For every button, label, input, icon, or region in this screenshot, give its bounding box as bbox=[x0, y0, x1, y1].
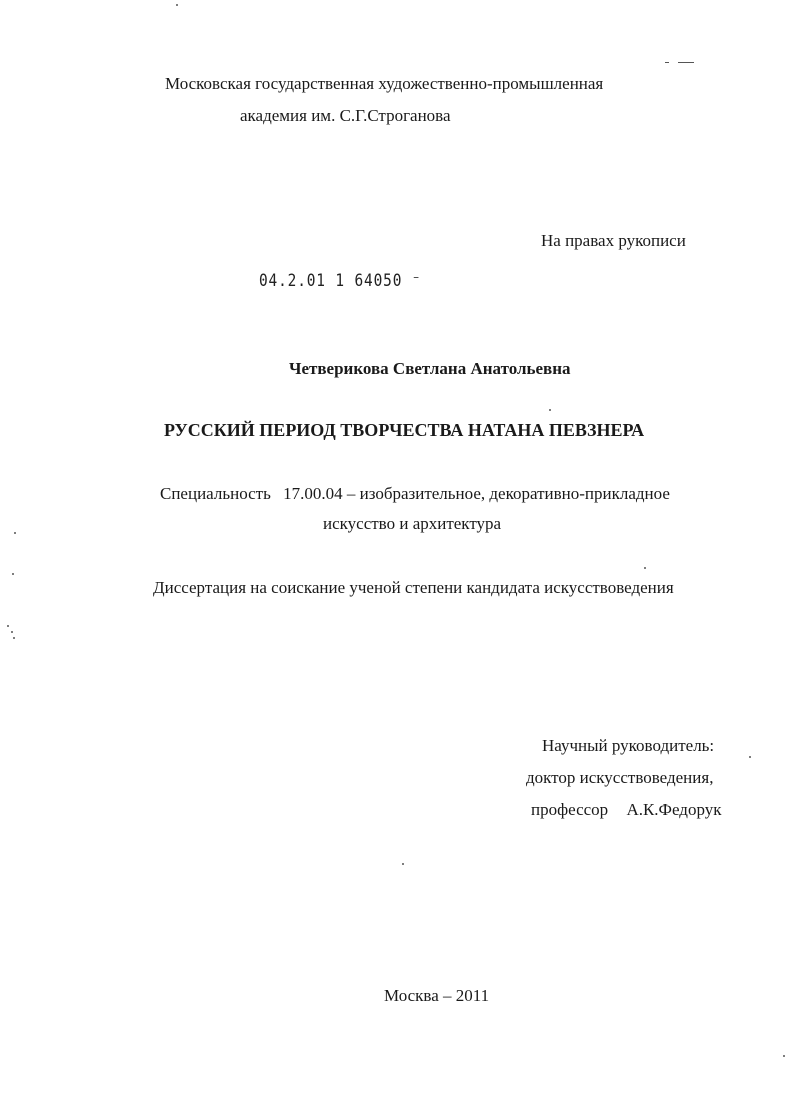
supervisor-position-line bbox=[531, 800, 722, 820]
supervisor-degree: доктор искусствоведения, bbox=[526, 768, 714, 787]
scan-speck bbox=[665, 62, 669, 63]
specialty-code: 17.00.04 bbox=[283, 484, 343, 503]
dissertation-title: РУССКИЙ ПЕРИОД ТВОРЧЕСТВА НАТАНА ПЕВЗНЕРА bbox=[164, 420, 645, 440]
scan-speck bbox=[644, 567, 646, 569]
author-name: Четверикова Светлана Анатольевна bbox=[289, 359, 571, 378]
degree-statement: Диссертация на соискание ученой степени кандидата искусствоведения bbox=[153, 578, 674, 597]
scan-speck bbox=[7, 625, 9, 627]
institution-name-line1: Московская государственная художественно-промышленная bbox=[165, 74, 604, 93]
supervisor-label: Научный руководитель: bbox=[542, 736, 715, 755]
specialty-description-line2: искусство и архитектура bbox=[323, 514, 502, 533]
archive-stamp-number: 04.2.01 1 64050 ⁻ bbox=[259, 271, 422, 291]
specialty-line bbox=[160, 484, 670, 504]
specialty-label: Специальность bbox=[160, 484, 271, 503]
supervisor-name: А.К.Федорук bbox=[626, 800, 722, 819]
supervisor-position: профессор bbox=[531, 800, 609, 819]
scan-speck bbox=[13, 637, 15, 639]
institution-name-line2: академия им. С.Г.Строганова bbox=[240, 106, 451, 125]
scan-speck bbox=[549, 409, 551, 411]
scan-speck bbox=[11, 631, 13, 633]
scan-speck bbox=[678, 62, 694, 63]
scan-speck bbox=[14, 532, 16, 534]
scan-speck bbox=[749, 756, 751, 758]
place-and-year: Москва – 2011 bbox=[384, 986, 490, 1005]
scan-speck bbox=[402, 863, 404, 865]
specialty-description-line1: – изобразительное, декоративно-прикладное bbox=[346, 484, 670, 503]
scan-speck bbox=[12, 573, 14, 575]
scan-speck bbox=[783, 1055, 785, 1057]
scan-speck bbox=[176, 4, 178, 6]
manuscript-rights-note: На правах рукописи bbox=[541, 231, 686, 250]
